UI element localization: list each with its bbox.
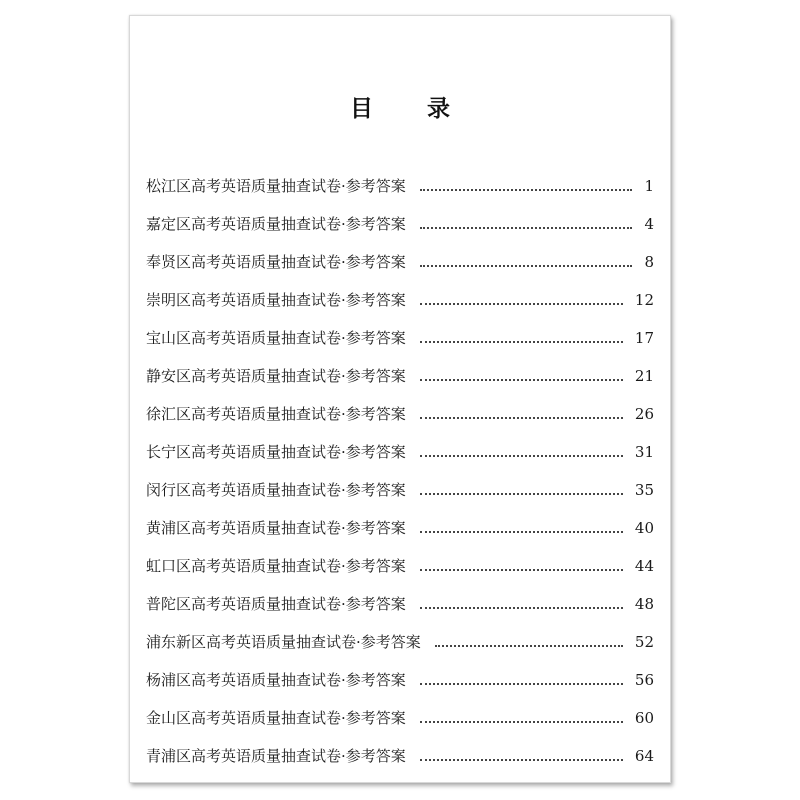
toc-entry-title: 崇明区高考英语质量抽查试卷·参考答案 xyxy=(146,291,406,309)
toc-entry-page-number: 64 xyxy=(634,747,654,765)
dot-leader xyxy=(420,189,632,191)
toc-entry[interactable] xyxy=(130,395,670,433)
toc-entry[interactable] xyxy=(130,357,670,395)
toc-entry-title: 杨浦区高考英语质量抽查试卷·参考答案 xyxy=(146,671,406,689)
dot-leader xyxy=(420,303,623,305)
toc-entry[interactable] xyxy=(130,699,670,737)
dot-leader xyxy=(420,493,623,495)
toc-entry-title: 浦东新区高考英语质量抽查试卷·参考答案 xyxy=(146,633,421,651)
dot-leader xyxy=(420,759,623,761)
toc-entry-page-number: 17 xyxy=(634,329,654,347)
toc-entry[interactable] xyxy=(130,547,670,585)
dot-leader xyxy=(420,455,623,457)
toc-entry-title: 松江区高考英语质量抽查试卷·参考答案 xyxy=(146,177,406,195)
toc-entry-page-number: 12 xyxy=(634,291,654,309)
page-title xyxy=(130,90,670,124)
toc-entry-title: 徐汇区高考英语质量抽查试卷·参考答案 xyxy=(146,405,406,423)
toc-entry-title: 闵行区高考英语质量抽查试卷·参考答案 xyxy=(146,481,406,499)
toc-entry-page-number: 52 xyxy=(634,633,654,651)
toc-entry-title: 奉贤区高考英语质量抽查试卷·参考答案 xyxy=(146,253,406,271)
toc-entry-page-number: 26 xyxy=(634,405,654,423)
dot-leader xyxy=(420,531,623,533)
toc-entry-page-number: 48 xyxy=(634,595,654,613)
dot-leader xyxy=(420,227,632,229)
toc-entry[interactable] xyxy=(130,319,670,357)
toc-entry-title: 普陀区高考英语质量抽查试卷·参考答案 xyxy=(146,595,406,613)
toc-entry-page-number: 4 xyxy=(644,215,654,233)
toc-entry-page-number: 31 xyxy=(634,443,654,461)
toc-entry[interactable] xyxy=(130,471,670,509)
toc-list xyxy=(130,167,670,775)
toc-entry[interactable] xyxy=(130,509,670,547)
toc-entry-page-number: 60 xyxy=(634,709,654,727)
title-char: 录 xyxy=(427,96,450,122)
toc-entry[interactable] xyxy=(130,737,670,775)
toc-entry-title: 宝山区高考英语质量抽查试卷·参考答案 xyxy=(146,329,406,347)
toc-entry[interactable] xyxy=(130,661,670,699)
toc-entry-title: 静安区高考英语质量抽查试卷·参考答案 xyxy=(146,367,406,385)
toc-entry[interactable] xyxy=(130,167,670,205)
toc-entry-title: 长宁区高考英语质量抽查试卷·参考答案 xyxy=(146,443,406,461)
toc-entry[interactable] xyxy=(130,623,670,661)
dot-leader xyxy=(420,683,623,685)
toc-entry-title: 青浦区高考英语质量抽查试卷·参考答案 xyxy=(146,747,406,765)
toc-entry-page-number: 8 xyxy=(644,253,654,271)
toc-entry-page-number: 21 xyxy=(634,367,654,385)
toc-entry[interactable] xyxy=(130,281,670,319)
toc-entry[interactable] xyxy=(130,585,670,623)
toc-entry-title: 金山区高考英语质量抽查试卷·参考答案 xyxy=(146,709,406,727)
toc-entry-page-number: 1 xyxy=(644,177,654,195)
dot-leader xyxy=(420,607,623,609)
toc-entry[interactable] xyxy=(130,243,670,281)
dot-leader xyxy=(420,417,623,419)
toc-entry-title: 黄浦区高考英语质量抽查试卷·参考答案 xyxy=(146,519,406,537)
document-page xyxy=(129,15,671,783)
dot-leader xyxy=(420,721,623,723)
toc-entry-title: 嘉定区高考英语质量抽查试卷·参考答案 xyxy=(146,215,406,233)
toc-entry[interactable] xyxy=(130,205,670,243)
toc-entry[interactable] xyxy=(130,433,670,471)
dot-leader xyxy=(435,645,623,647)
toc-entry-page-number: 40 xyxy=(634,519,654,537)
toc-entry-page-number: 44 xyxy=(634,557,654,575)
dot-leader xyxy=(420,569,623,571)
dot-leader xyxy=(420,265,632,267)
dot-leader xyxy=(420,379,623,381)
dot-leader xyxy=(420,341,623,343)
title-char: 目 xyxy=(350,96,373,122)
toc-entry-page-number: 35 xyxy=(634,481,654,499)
toc-entry-title: 虹口区高考英语质量抽查试卷·参考答案 xyxy=(146,557,406,575)
toc-entry-page-number: 56 xyxy=(634,671,654,689)
